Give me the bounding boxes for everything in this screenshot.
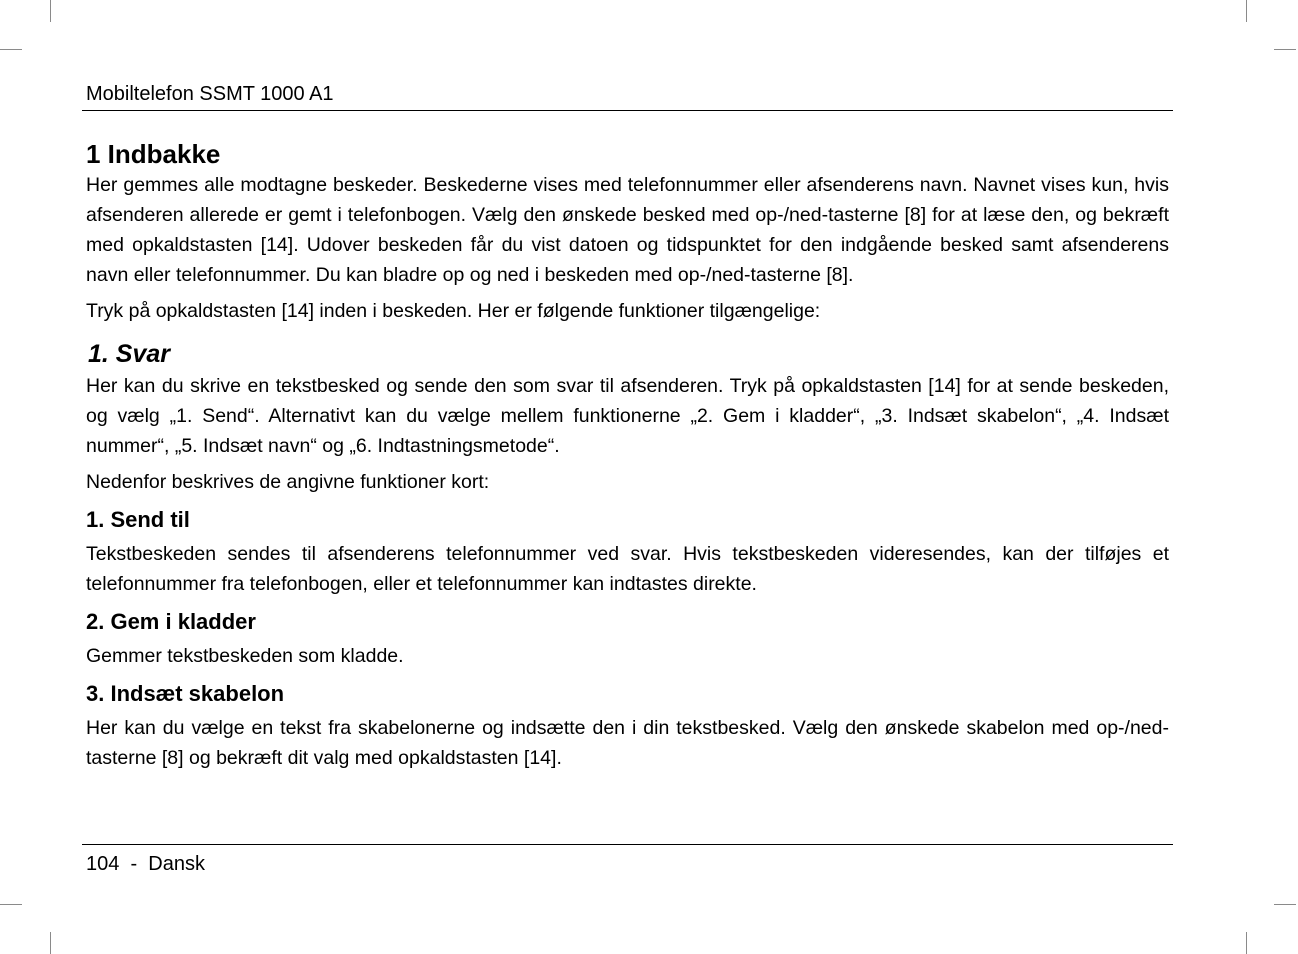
subsection-summary: Nedenfor beskrives de angivne funktioner kort: — [86, 471, 490, 493]
footer-language: Dansk — [148, 853, 205, 875]
header-rule — [82, 110, 1173, 111]
item-text-send: Tekstbeskeden sendes til afsenderens telefonnummer ved svar. Hvis tekstbeskeden videresendes, kan der tilføjes et telefonnummer fra telefonbogen, eller et telefonnummer kan indtastes direkte. — [86, 543, 1169, 595]
footer-rule — [82, 844, 1173, 845]
crop-mark-bottom-left-h — [0, 904, 22, 905]
intro-paragraph: Her gemmes alle modtagne beskeder. Beskederne vises med telefonnummer eller afsenderens navn. Navnet vises kun, hvis afsenderen allerede er gemt i telefonbogen. Vælg den ønskede besked med op-/ned-tasterne [8] for at læse den, og bekræft med opkaldstasten [14]. Udover beskeden får du vist datoen og tidspunktet for den indgående besked samt afsenderens navn eller telefonnummer. Du kan bladre op og ned i beskeden med op-/ned-tasterne [8]. — [86, 174, 1169, 286]
footer-separator: - — [119, 853, 149, 875]
item-text-insert-template: Her kan du vælge en tekst fra skabelonerne og indsætte den i din tekstbesked. Vælg den ønskede skabelon med op-/ned-tasterne [8] og bekræft dit valg med opkaldstasten [14]. — [86, 717, 1169, 769]
page-footer — [86, 852, 205, 876]
item-title-insert-template: 3. Indsæt skabelon — [86, 681, 285, 706]
page-number: 104 — [86, 853, 120, 875]
item-title-send: 1. Send til — [86, 507, 190, 532]
item-title-save-draft: 2. Gem i kladder — [86, 609, 256, 634]
subsection-title: 1. Svar — [88, 340, 171, 368]
crop-mark-bottom-right — [1246, 932, 1247, 954]
section-title: 1 Indbakke — [86, 139, 221, 169]
crop-mark-top-right — [1246, 0, 1247, 22]
crop-mark-top-right-h — [1274, 49, 1296, 50]
crop-mark-bottom-left — [50, 932, 51, 954]
crop-mark-bottom-right-h — [1274, 904, 1296, 905]
item-text-save-draft: Gemmer tekstbeskeden som kladde. — [86, 645, 404, 667]
functions-paragraph: Tryk på opkaldstasten [14] inden i beskeden. Her er følgende funktioner tilgængelige: — [86, 300, 821, 322]
running-header: Mobiltelefon SSMT 1000 A1 — [86, 83, 334, 105]
subsection-paragraph: Her kan du skrive en tekstbesked og sende den som svar til afsenderen. Tryk på opkaldstasten [14] for at sende beskeden, og vælg „1. Send“. Alternativt kan du vælge mellem funktionerne „2. Gem i kladder“, „3. Indsæt skabelon“, „4. Indsæt nummer“, „5. Indsæt navn“ og „6. Indtastningsmetode“. — [86, 375, 1169, 457]
page-content — [86, 138, 1169, 773]
crop-mark-top-left-h — [0, 49, 22, 50]
crop-mark-top-left — [50, 0, 51, 22]
